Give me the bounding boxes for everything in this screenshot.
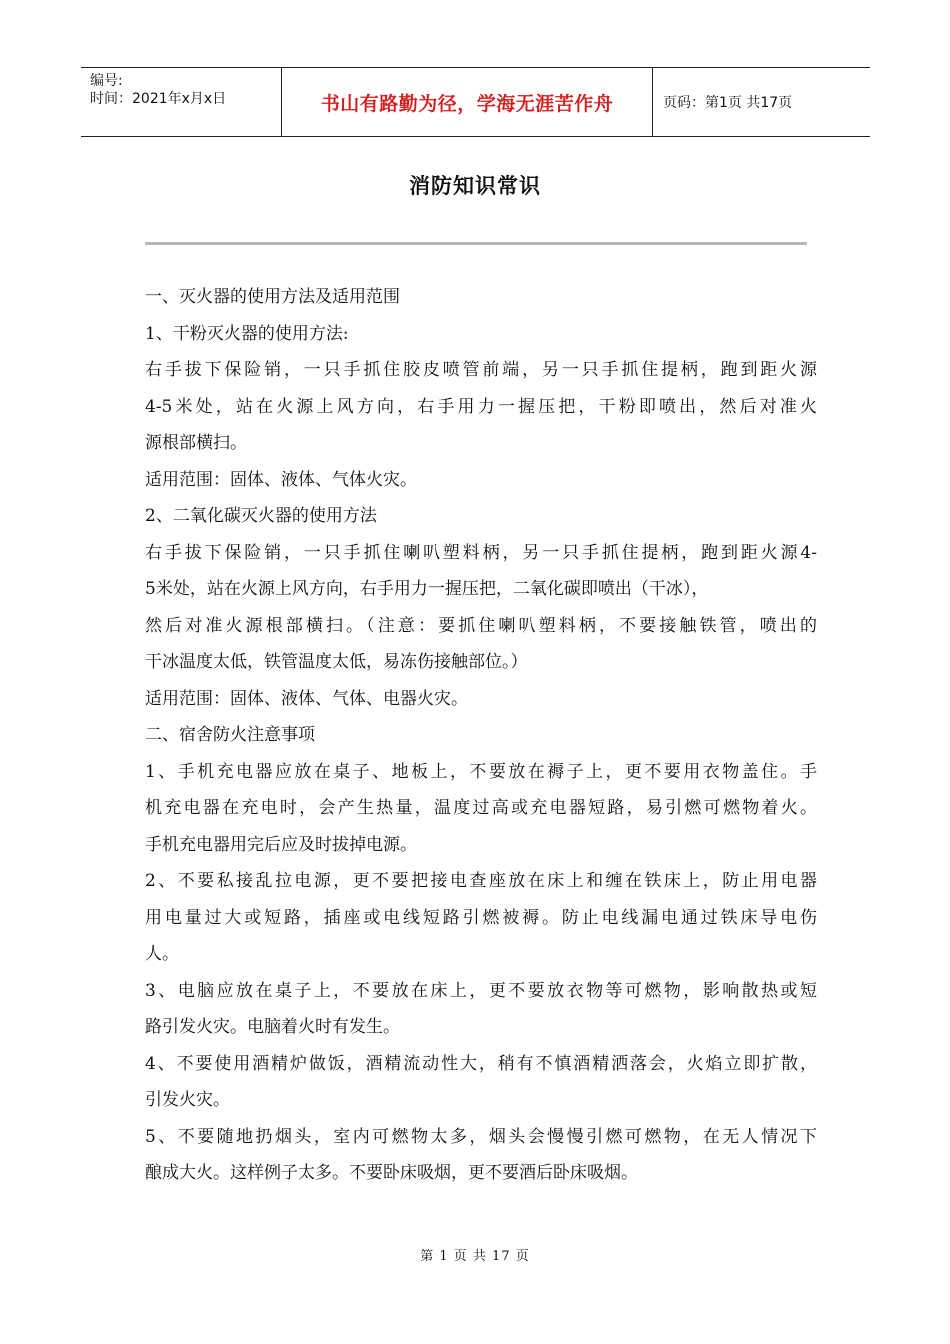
text-line: 干冰温度太低，铁管温度太低，易冻伤接触部位。） — [145, 652, 528, 672]
section-heading: 二、宿舍防火注意事项 — [145, 725, 315, 745]
number-label: 编号: — [90, 73, 123, 89]
text-line: 4-5米处，站在火源上风方向，右手用力一握压把，干粉即喷出，然后对准火 — [145, 396, 817, 417]
text-line: 5米处，站在火源上风方向，右手用力一握压把，二氧化碳即喷出（干冰）， — [145, 579, 709, 599]
header-motto: 书山有路勤为径，学海无涯苦作舟 — [281, 68, 653, 136]
text-line: 酿成大火。这样例子太多。不要卧床吸烟，更不要酒后卧床吸烟。 — [145, 1163, 638, 1183]
text-line: 5、不要随地扔烟头，室内可燃物太多，烟头会慢慢引燃可燃物，在无人情况下 — [145, 1126, 817, 1147]
text-line: 适用范围：固体、液体、气体、电器火灾。 — [145, 688, 468, 709]
text-line: 源根部横扫。 — [145, 433, 247, 453]
text-line: 用电量过大或短路，插座或电线短路引燃被褥。防止电线漏电通过铁床导电伤 — [145, 907, 817, 928]
text-line: 右手拔下保险销，一只手抓住喇叭塑料柄，另一只手抓住提柄，跑到距火源4- — [145, 542, 817, 563]
subsection-heading: 2、二氧化碳灭火器的使用方法 — [145, 506, 377, 526]
text-line: 路引发火灾。电脑着火时有发生。 — [145, 1017, 400, 1037]
header-meta — [81, 68, 281, 136]
time-label: 时间：2021年x月x日 — [90, 91, 227, 107]
text-line: 4、不要使用酒精炉做饭，酒精流动性大，稍有不慎酒精洒落会，火焰立即扩散， — [145, 1053, 817, 1074]
section-heading: 一、灭火器的使用方法及适用范围 — [145, 287, 400, 307]
page-title: 消防知识常识 — [409, 174, 541, 198]
subsection-heading: 1、干粉灭火器的使用方法: — [145, 323, 349, 344]
text-line: 机充电器在充电时，会产生热量，温度过高或充电器短路，易引燃可燃物着火。 — [145, 798, 817, 818]
text-line: 人。 — [145, 944, 179, 964]
text-line: 适用范围：固体、液体、气体火灾。 — [145, 469, 417, 490]
header-page-info: 页码：第1页 共17页 — [663, 95, 793, 111]
text-line: 然后对准火源根部横扫。（注意：要抓住喇叭塑料柄，不要接触铁管，喷出的 — [145, 615, 817, 636]
title-divider — [145, 242, 807, 245]
document-header — [81, 67, 870, 137]
text-line: 2、不要私接乱拉电源，更不要把接电查座放在床上和缠在铁床上，防止用电器 — [145, 871, 817, 891]
text-line: 手机充电器用完后应及时拔掉电源。 — [145, 834, 417, 855]
text-line: 引发火灾。 — [145, 1090, 230, 1110]
text-line: 3、电脑应放在桌子上，不要放在床上，更不要放衣物等可燃物，影响散热或短 — [145, 980, 817, 1001]
text-line: 右手拔下保险销，一只手抓住胶皮喷管前端，另一只手抓住提柄，跑到距火源 — [145, 360, 817, 380]
document-body — [145, 279, 817, 1192]
text-line: 1、手机充电器应放在桌子、地板上，不要放在褥子上，更不要用衣物盖住。手 — [145, 761, 817, 782]
page-footer: 第 1 页 共 17 页 — [420, 1249, 530, 1264]
